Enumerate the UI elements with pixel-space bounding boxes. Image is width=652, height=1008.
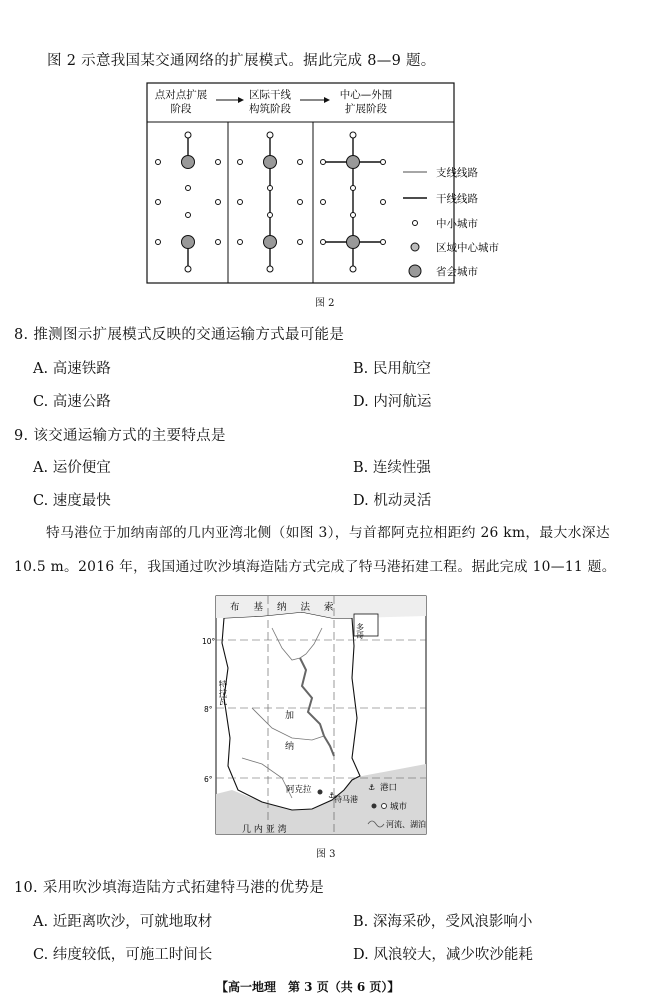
q10-stem: 10. 采用吹沙填海造陆方式拓建特马港的优势是 xyxy=(14,880,325,896)
stage3-label-b: 扩展阶段 xyxy=(345,103,387,115)
legend-port-icon: ⚓ xyxy=(368,783,376,792)
legend-regional-city: 区域中心城市 xyxy=(436,242,499,254)
page-footer: 【高一地理 第 3 页（共 6 页）】 xyxy=(216,980,400,994)
figure-2-network-diagram xyxy=(140,80,520,300)
q8-option-a: A. 高速铁路 xyxy=(33,361,111,377)
intro-text-q10-11-line1: 特马港位于加纳南部的几内亚湾北侧（如图 3），与首都阿克拉相距约 26 km，最大水深达 xyxy=(46,525,610,541)
label-ivory: 特拉瓦 xyxy=(217,680,227,706)
stage1-label-a: 点对点扩展 xyxy=(154,89,208,101)
legend-trunk-line: 干线线路 xyxy=(436,193,478,205)
label-accra: 阿克拉 xyxy=(286,785,312,795)
panel-stage2 xyxy=(238,132,303,272)
legend-city: 城市 xyxy=(390,802,408,812)
accra-city-dot xyxy=(318,790,323,795)
lat-6: 6° xyxy=(204,775,213,784)
q10-option-d: D. 风浪较大，减少吹沙能耗 xyxy=(353,947,533,963)
label-burkina: 布基纳法索 xyxy=(230,602,348,613)
port-anchor-icon: ⚓ xyxy=(328,791,336,800)
stage2-label-b: 构筑阶段 xyxy=(249,103,291,115)
figure-2-caption: 图 2 xyxy=(315,298,335,309)
q10-option-a: A. 近距离吹沙，可就地取材 xyxy=(33,914,213,930)
panel-stage1 xyxy=(156,132,221,272)
q10-option-c: C. 纬度较低，可施工时间长 xyxy=(33,947,213,963)
panel-stage3 xyxy=(321,132,386,272)
q8-stem: 8. 推测图示扩展模式反映的交通运输方式最可能是 xyxy=(14,327,345,343)
q9-option-a: A. 运价便宜 xyxy=(33,460,111,476)
intro-text-q10-11-line2: 10.5 m。2016 年，我国通过吹沙填海造陆方式完成了特马港拓建工程。据此完成 10—11 题。 xyxy=(14,559,616,575)
legend-city-dot xyxy=(372,804,377,809)
label-togo: 多哥 xyxy=(355,623,365,639)
stage1-label-b: 阶段 xyxy=(170,103,192,115)
stage2-label-a: 区际干线 xyxy=(249,89,291,101)
fig2-legend xyxy=(403,166,499,278)
lat-10: 10° xyxy=(202,637,216,646)
q9-option-c: C. 速度最快 xyxy=(33,493,111,509)
lat-8: 8° xyxy=(204,705,213,714)
q9-option-b: B. 连续性强 xyxy=(353,460,431,476)
legend-capital-city: 省会城市 xyxy=(436,266,478,278)
figure-3-ghana-map xyxy=(202,588,442,838)
q10-option-b: B. 深海采砂，受风浪影响小 xyxy=(353,914,533,930)
q8-option-c: C. 高速公路 xyxy=(33,394,111,410)
label-gulf: 几 内 亚 湾 xyxy=(242,825,287,835)
legend-port: 港口 xyxy=(380,783,398,793)
q8-option-d: D. 内河航运 xyxy=(353,394,432,410)
q8-option-b: B. 民用航空 xyxy=(353,361,431,377)
intro-text-q8-9: 图 2 示意我国某交通网络的扩展模式。据此完成 8—9 题。 xyxy=(47,53,436,69)
legend-small-city: 中小城市 xyxy=(436,218,478,230)
legend-branch-line: 支线线路 xyxy=(436,167,478,179)
label-tema: 特马港 xyxy=(334,795,358,804)
label-ghana: 加纳 xyxy=(283,710,293,772)
stage3-label-a: 中心—外围 xyxy=(339,89,393,101)
q9-stem: 9. 该交通运输方式的主要特点是 xyxy=(14,428,226,444)
legend-river: 河流、湖泊 xyxy=(386,820,426,829)
q9-option-d: D. 机动灵活 xyxy=(353,493,432,509)
figure-3-caption: 图 3 xyxy=(316,849,336,860)
